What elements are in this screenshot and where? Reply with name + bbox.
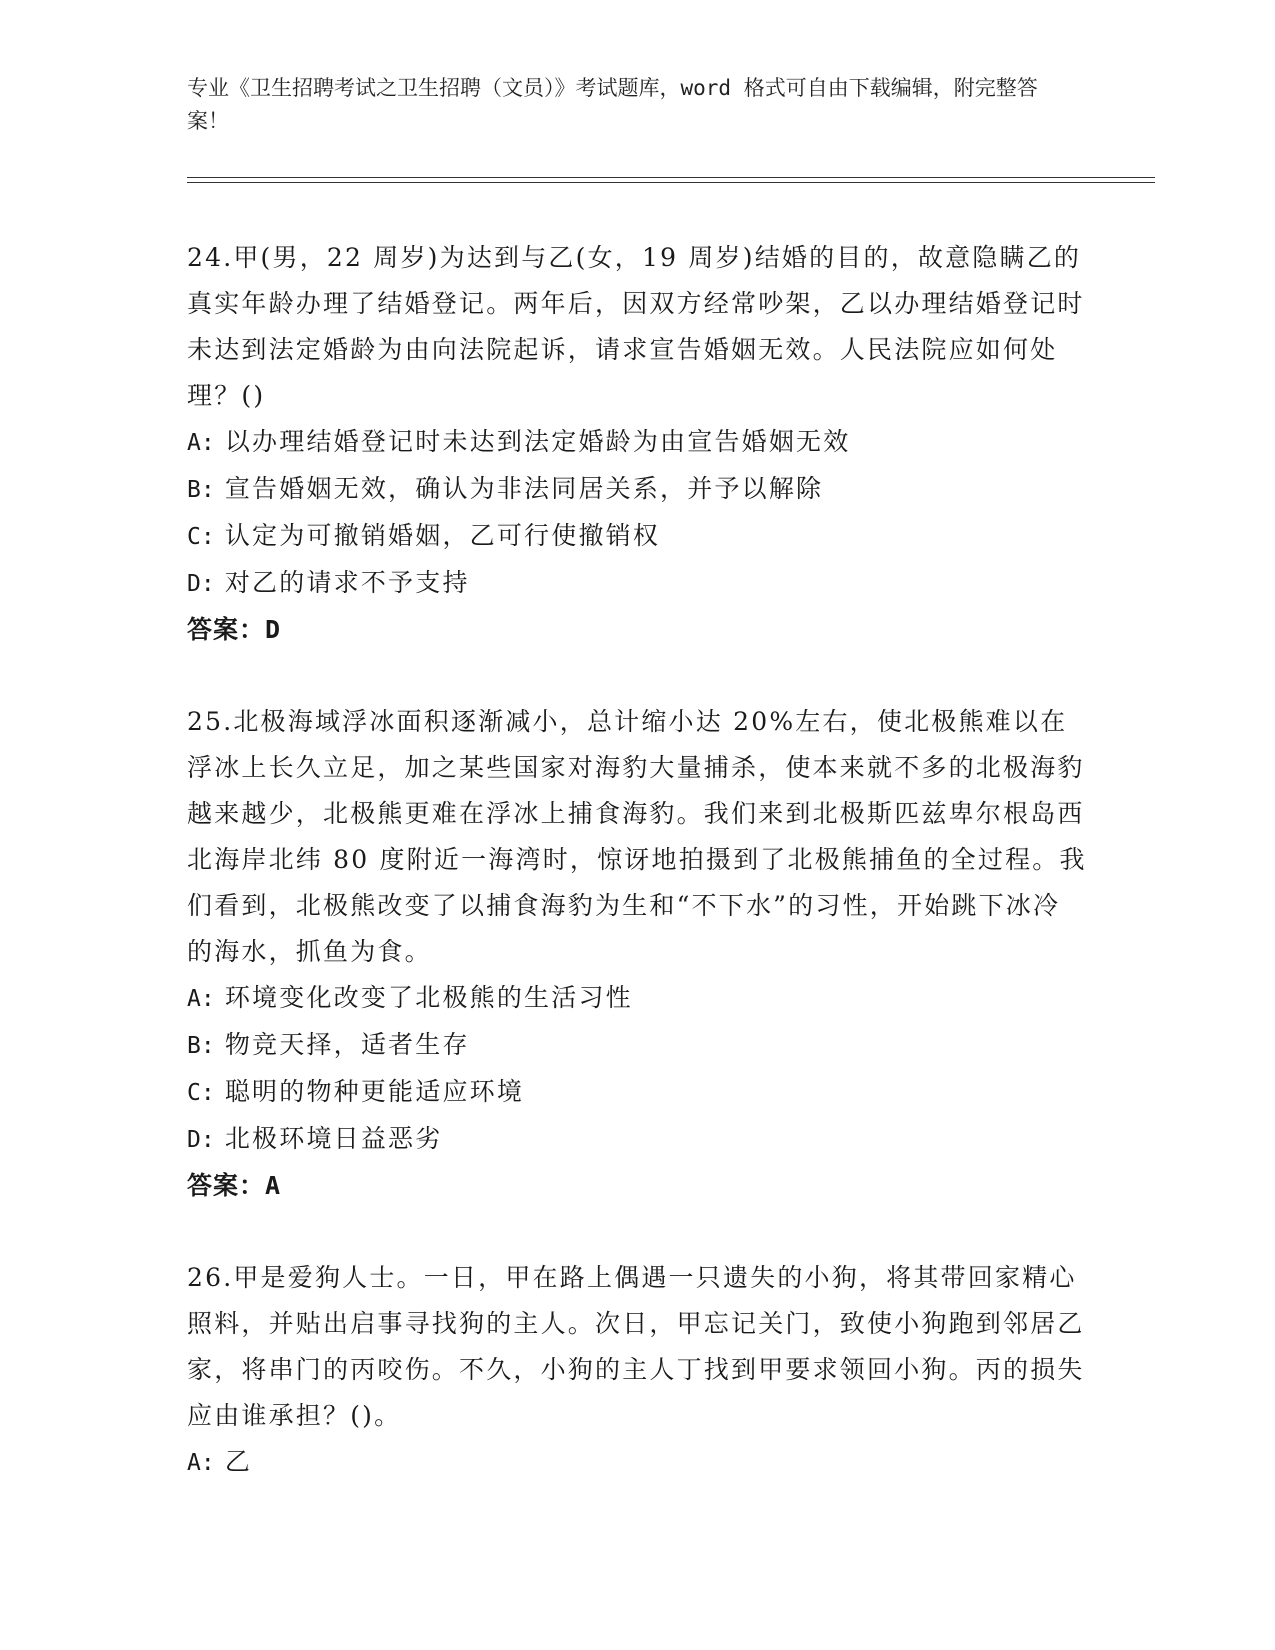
header-divider-bottom (187, 182, 1155, 183)
answer-line (187, 607, 1087, 653)
option-text: 以办理结婚登记时未达到法定婚龄为由宣告婚姻无效 (224, 427, 851, 456)
option-a (187, 1439, 1087, 1486)
question-stem: 24.甲(男，22 周岁)为达到与乙(女，19 周岁)结婚的目的，故意隐瞒乙的真实年龄办理了结婚登记。两年后，因双方经常吵架，乙以办理结婚登记时未达到法定婚龄为由向法院起诉，请求宣告婚姻无效。人民法院应如何处理？() (187, 243, 1085, 410)
answer-label: 答案： (187, 1171, 266, 1200)
option-d (187, 1116, 1087, 1163)
option-key: C: (187, 524, 215, 550)
option-key: A: (187, 430, 215, 456)
header-intro-text: 专业《卫生招聘考试之卫生招聘（文员）》考试题库，word 格式可自由下载编辑，附完整答案！ (187, 76, 1038, 133)
question-24 (187, 235, 1087, 653)
option-key: D: (187, 1127, 215, 1153)
answer-label: 答案： (187, 615, 266, 644)
option-b (187, 1022, 1087, 1069)
option-c (187, 513, 1087, 560)
question-stem: 25.北极海域浮冰面积逐渐减小，总计缩小达 20%左右，使北极熊难以在浮冰上长久立足，加之某些国家对海豹大量捕杀，使本来就不多的北极海豹越来越少，北极熊更难在浮冰上捕食海豹。我们来到北极斯匹兹卑尔根岛西北海岸北纬 80 度附近一海湾时，惊讶地拍摄到了北极熊捕鱼的全过程。我们看到，北极熊改变了以捕食海豹为生和“不下水”的习性，开始跳下冰冷的海水，抓鱼为食。 (187, 707, 1087, 966)
answer-value: D (265, 615, 282, 644)
option-text: 宣告婚姻无效，确认为非法同居关系，并予以解除 (224, 474, 824, 503)
question-list (187, 235, 1087, 1532)
option-text: 北极环境日益恶劣 (224, 1124, 443, 1153)
option-text: 对乙的请求不予支持 (224, 568, 470, 597)
option-text: 认定为可撤销婚姻，乙可行使撤销权 (224, 521, 661, 550)
answer-line (187, 1163, 1087, 1209)
option-b (187, 466, 1087, 513)
option-c (187, 1069, 1087, 1116)
option-text: 物竞天择，适者生存 (224, 1030, 470, 1059)
option-a (187, 975, 1087, 1022)
option-key: A: (187, 986, 215, 1012)
option-a (187, 419, 1087, 466)
question-stem: 26.甲是爱狗人士。一日，甲在路上偶遇一只遗失的小狗，将其带回家精心照料，并贴出启事寻找狗的主人。次日，甲忘记关门，致使小狗跑到邻居乙家，将串门的丙咬伤。不久，小狗的主人丁找到甲要求领回小狗。丙的损失应由谁承担？()。 (187, 1263, 1085, 1430)
header-divider-top (187, 177, 1155, 178)
option-key: B: (187, 1033, 215, 1059)
option-d (187, 560, 1087, 607)
question-25 (187, 699, 1087, 1209)
option-text: 聪明的物种更能适应环境 (224, 1077, 525, 1106)
option-key: B: (187, 477, 215, 503)
option-key: A: (187, 1450, 215, 1476)
question-26 (187, 1255, 1087, 1486)
answer-value: A (265, 1171, 282, 1200)
option-text: 环境变化改变了北极熊的生活习性 (224, 983, 633, 1012)
document-header (187, 72, 1067, 138)
option-text: 乙 (224, 1447, 253, 1476)
option-key: C: (187, 1080, 215, 1106)
option-key: D: (187, 571, 215, 597)
